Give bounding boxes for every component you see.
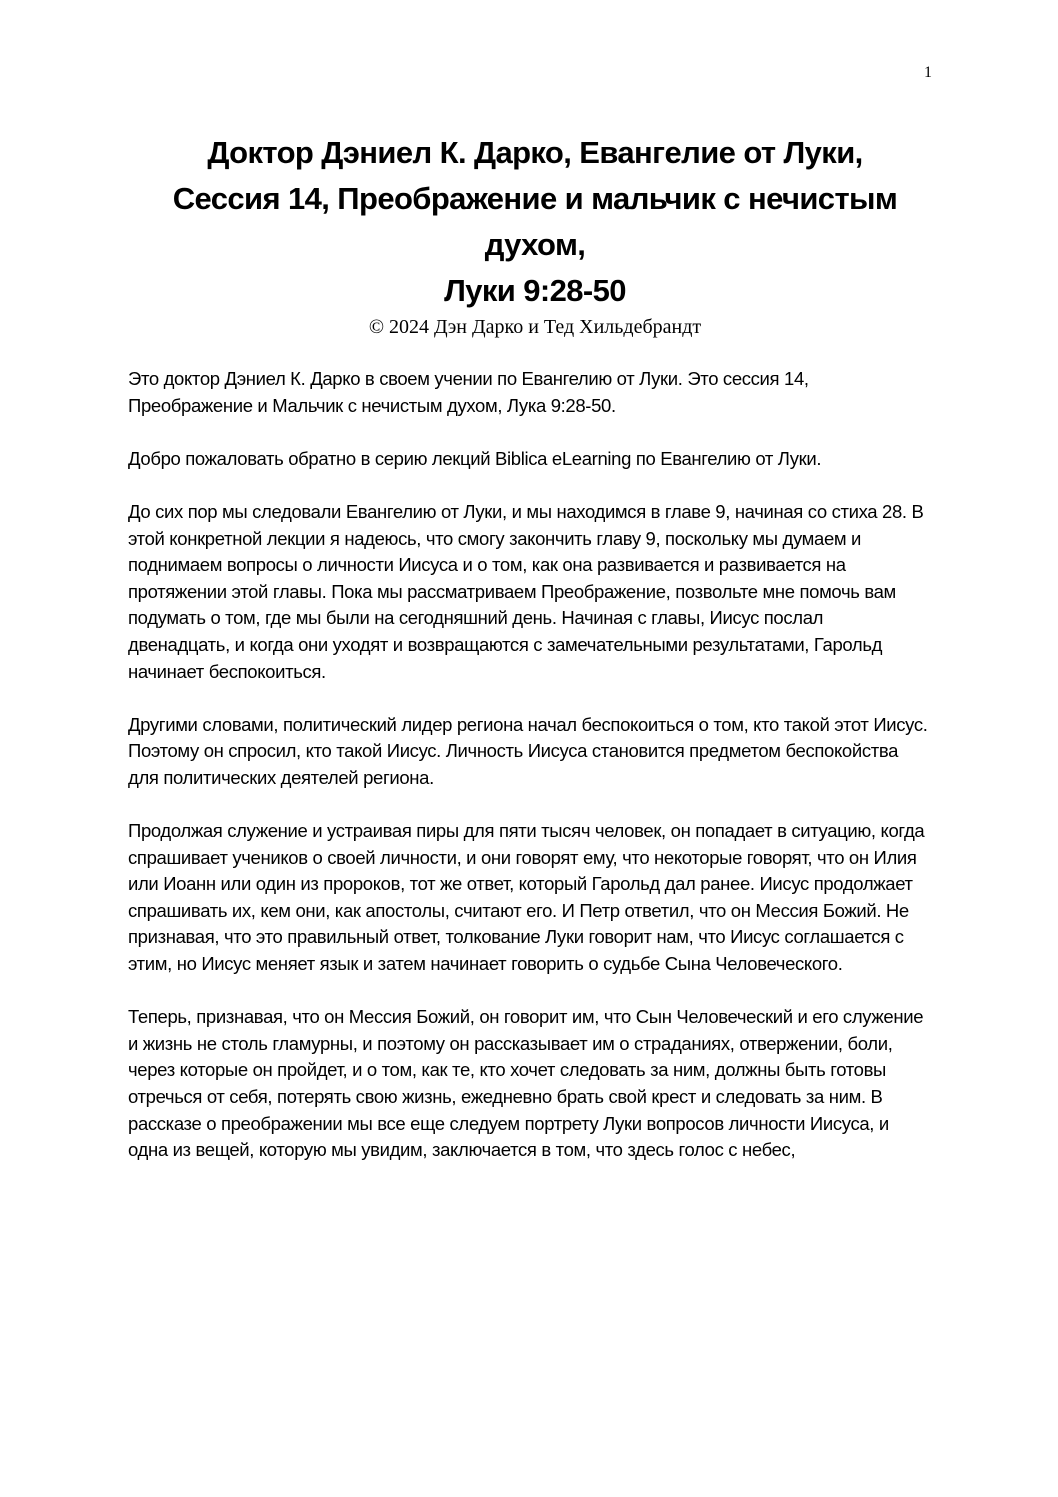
paragraph-intro: Это доктор Дэниел К. Дарко в своем учении по Евангелию от Луки. Это сессия 14, Преображение и Мальчик с нечистым духом, Лука 9:28-50.: [128, 368, 809, 416]
title-line: духом,: [484, 227, 586, 262]
paragraph: Теперь, признавая, что он Мессия Божий, он говорит им, что Сын Человеческий и его служение и жизнь не столь гламурны, и поэтому он рассказывает им о страданиях, отвержении, боли, через которые он пройдет, и о том, как те, кто хочет следовать за ним, должны быть готовы отречься от себя, потерять свою жизнь, ежедневно брать свой крест и следовать за ним. В рассказе о преображении мы все еще следуем портрету Луки вопросов личности Иисуса, и одна из вещей, которую мы увидим, заключается в том, что здесь голос с небес,: [128, 1006, 924, 1161]
copyright-line: © 2024 Дэн Дарко и Тед Хильдебрандт: [368, 316, 702, 338]
paragraph-welcome: Добро пожаловать обратно в серию лекций Biblica eLearning по Евангелию от Луки.: [128, 447, 822, 469]
document-title: [120, 130, 950, 314]
title-line: Сессия 14, Преображение и мальчик с нечистым: [172, 181, 898, 216]
body-text: [128, 366, 928, 1190]
title-line: Доктор Дэниел К. Дарко, Евангелие от Луки,: [207, 135, 863, 170]
title-line-reference: Луки 9:28-50: [444, 273, 626, 308]
title-block: [120, 130, 950, 340]
paragraph: Продолжая служение и устраивая пиры для пяти тысяч человек, он попадает в ситуацию, когда спрашивает учеников о своей личности, и они говорят ему, что некоторые говорят, что он Илия или Иоанн или один из пророков, тот же ответ, который Гарольд дал ранее. Иисус продолжает спрашивать их, кем они, как апостолы, считают его. И Петр ответил, что он Мессия Божий. Не признавая, что это правильный ответ, толкование Луки говорит нам, что Иисус соглашается с этим, но Иисус меняет язык и затем начинает говорить о судьбе Сына Человеческого.: [128, 820, 925, 975]
page-number: 1: [924, 64, 932, 81]
paragraph: До сих пор мы следовали Евангелию от Луки, и мы находимся в главе 9, начиная со стиха 28. В этой конкретной лекции я надеюсь, что смогу закончить главу 9, поскольку мы думаем и поднимаем вопросы о личности Иисуса и о том, как она развивается и развивается на протяжении этой главы. Пока мы рассматриваем Преображение, позвольте мне помочь вам подумать о том, где мы были на сегодняшний день. Начиная с главы, Иисус послал двенадцать, и когда они уходят и возвращаются с замечательными результатами, Гарольд начинает беспокоиться.: [128, 500, 924, 682]
paragraph: Другими словами, политический лидер региона начал беспокоиться о том, кто такой этот Иисус. Поэтому он спросил, кто такой Иисус. Личность Иисуса становится предметом беспокойства для политических деятелей региона.: [128, 713, 928, 788]
